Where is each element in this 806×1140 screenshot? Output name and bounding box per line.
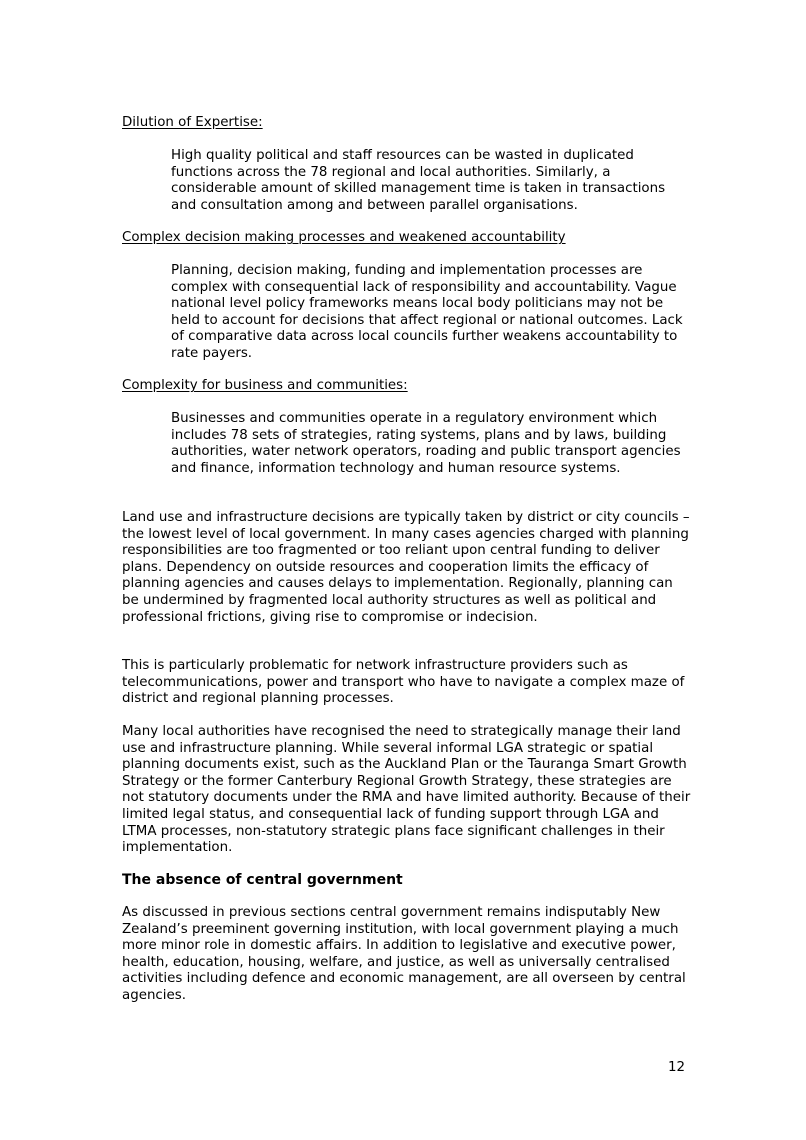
- paragraph-central-government: As discussed in previous sections central government remains indisputably New Zealand’s preeminent governing institution, with local government playing a much more minor role in domestic affairs. In addition to legislative and executive power, health, education, housing, welfare, and justice, as well as universally centralised activities including defence and economic management, are all overseen by central agencies.: [122, 905, 686, 1003]
- paragraph-strategic-planning: Many local authorities have recognised the need to strategically manage their land use and infrastructure planning. While several informal LGA strategic or spatial planning documents exist, such as the Auckland Plan or the Tauranga Smart Growth Strategy or the former Canterbury Regional Growth Strategy, these strategies are not statutory documents under the RMA and have limited authority. Because of their limited legal status, and consequential lack of funding support through LGA and LTMA processes, non-statutory strategic plans face significant challenges in their implementation.: [122, 724, 691, 856]
- paragraph-land-use-decisions: Land use and infrastructure decisions are typically taken by district or city councils – the lowest level of local government. In many cases agencies charged with planning responsibilities are too fragmented or too reliant upon central funding to deliver plans. Dependency on outside resources and cooperation limits the efficacy of planning agencies and causes delays to implementation. Regionally, planning can be undermined by fragmented local authority structures as well as political and professional frictions, giving rise to compromise or indecision.: [122, 510, 690, 625]
- page-number: 12: [667, 1060, 685, 1075]
- paragraph-network-infrastructure: This is particularly problematic for network infrastructure providers such as telecommunications, power and transport who have to navigate a complex maze of district and regional planning processes.: [122, 658, 685, 707]
- section-body-complexity-business-communities: Businesses and communities operate in a regulatory environment which includes 78 sets of strategies, rating systems, plans and by laws, building authorities, water network operators, roading and public transport agencies and finance, information technology and human resource systems.: [171, 411, 681, 476]
- section-heading-dilution-of-expertise: Dilution of Expertise:: [122, 115, 263, 130]
- section-heading-complex-decision-making: Complex decision making processes and weakened accountability: [122, 230, 566, 245]
- heading-absence-of-central-government: The absence of central government: [122, 872, 403, 888]
- section-body-complex-decision-making: Planning, decision making, funding and implementation processes are complex with consequential lack of responsibility and accountability. Vague national level policy frameworks means local body politicians may not be held to account for decisions that affect regional or national outcomes. Lack of comparative data across local councils further weakens accountability to rate payers.: [171, 263, 683, 361]
- section-body-dilution-of-expertise: High quality political and staff resources can be wasted in duplicated functions across the 78 regional and local authorities. Similarly, a considerable amount of skilled management time is taken in transactions and consultation among and between parallel organisations.: [171, 148, 666, 213]
- section-heading-complexity-business-communities: Complexity for business and communities:: [122, 378, 408, 393]
